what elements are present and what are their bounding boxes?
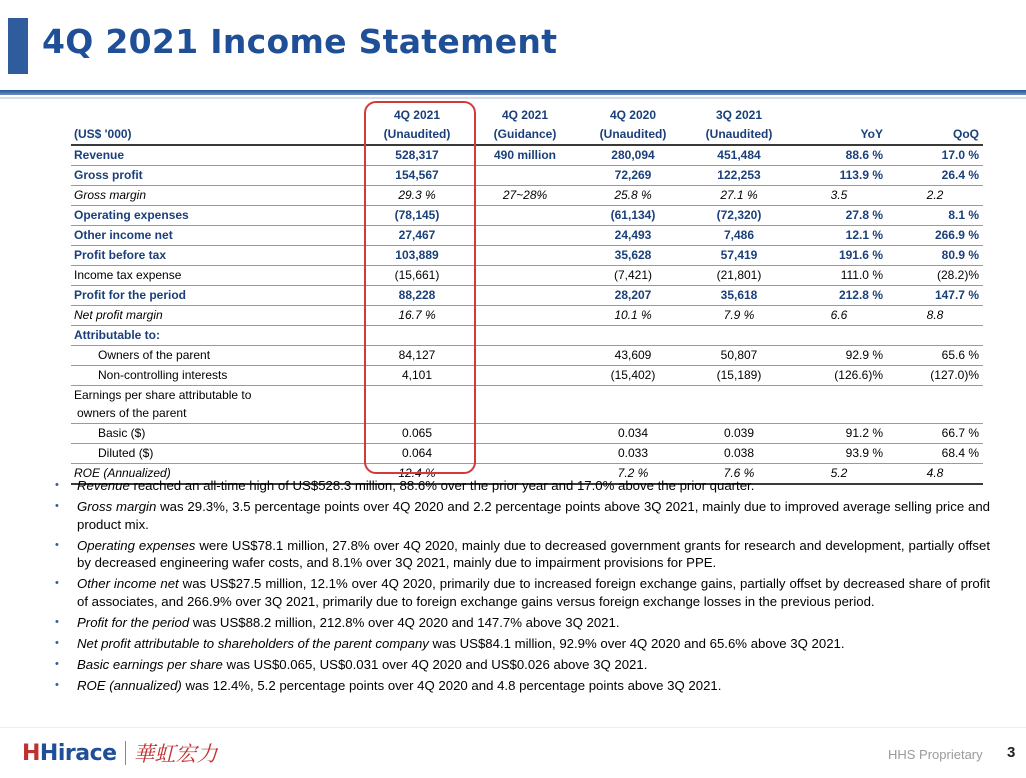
cell: 26.4 %	[887, 166, 983, 186]
cell: (15,402)	[579, 366, 687, 386]
cell	[471, 386, 579, 405]
row-label: Revenue	[71, 145, 363, 166]
cell: 7.6 %	[687, 464, 791, 485]
cell: 113.9 %	[791, 166, 887, 186]
row-label: Net profit margin	[71, 306, 363, 326]
row-profit-before-tax	[71, 246, 983, 266]
cell	[471, 246, 579, 266]
bullet-icon: •	[55, 479, 59, 491]
cell: (21,801)	[687, 266, 791, 286]
cell: 147.7 %	[887, 286, 983, 306]
column-header	[887, 106, 983, 125]
table-header-row-1	[71, 106, 983, 125]
cell: (126.6)%	[791, 366, 887, 386]
bullet-icon: •	[55, 657, 59, 670]
cell: 3.5	[791, 186, 887, 206]
list-item: • Operating expenses were US$78.1 million, 27.8% over 4Q 2020, mainly due to decreased government grants for research and development, partially offset by decreased engineering wafer costs, and 8.1% over 3Q 2021, mainly due to impairment provisions for PPE.	[55, 537, 991, 570]
cell	[887, 386, 983, 405]
cell: 80.9 %	[887, 246, 983, 266]
row-revenue	[71, 145, 983, 166]
row-label: Gross margin	[71, 186, 363, 206]
cell: 0.039	[687, 424, 791, 444]
list-item: • Gross margin was 29.3%, 3.5 percentage points over 4Q 2020 and 2.2 percentage points above 3Q 2021, mainly due to improved average selling price and product mix.	[55, 499, 990, 532]
cell: 10.1 %	[579, 306, 687, 326]
cell: 93.9 %	[791, 444, 887, 464]
table-header-row-2	[71, 125, 983, 145]
cell	[791, 404, 887, 424]
row-label: Profit before tax	[71, 246, 363, 266]
row-label: ROE (Annualized)	[71, 464, 363, 485]
cell	[471, 306, 579, 326]
income-statement-table	[71, 106, 983, 485]
title-divider-light	[0, 97, 1026, 99]
cell: 84,127	[363, 346, 471, 366]
row-label: Other income net	[71, 226, 363, 246]
list-item: • Basic earnings per share was US$0.065, US$0.031 over 4Q 2020 and US$0.026 above 3Q 2021.	[55, 656, 648, 672]
column-header: 4Q 2021	[393, 108, 441, 122]
cell	[579, 386, 687, 405]
cell: 57,419	[687, 246, 791, 266]
column-header	[791, 106, 887, 125]
row-operating-expenses	[71, 206, 983, 226]
row-eps-basic	[71, 424, 983, 444]
cell: 122,253	[687, 166, 791, 186]
highlight-4q2021-column	[364, 101, 476, 474]
column-header: (Unaudited)	[363, 125, 471, 145]
cell: (28.2)%	[887, 266, 983, 286]
cell	[471, 444, 579, 464]
row-net-profit-margin	[71, 306, 983, 326]
column-header: (Unaudited)	[579, 125, 687, 145]
cell: 43,609	[579, 346, 687, 366]
page-number: 3	[1007, 744, 1016, 761]
cell: 103,889	[363, 246, 471, 266]
cell: (72,320)	[687, 206, 791, 226]
cell: 6.6	[791, 306, 887, 326]
column-header: (Unaudited)	[687, 125, 791, 145]
row-label: Earnings per share attributable to	[74, 388, 252, 402]
page-title: 4Q 2021 Income Statement	[42, 22, 558, 61]
cell: 154,567	[363, 166, 471, 186]
cell: 91.2 %	[791, 424, 887, 444]
cell	[579, 326, 687, 346]
cell: 50,807	[687, 346, 791, 366]
cell	[471, 424, 579, 444]
row-non-controlling-interests	[71, 366, 983, 386]
list-item: • Other income net was US$27.5 million, 12.1% over 4Q 2020, primarily due to increased foreign exchange gains, partially offset by decreased share of profit of associates, and 266.9% over 3Q 2021, primarily due to foreign exchange gains versus foreign exchange losses in the previous period.	[55, 576, 990, 609]
cell: 35,628	[579, 246, 687, 266]
bullet-icon: •	[55, 500, 59, 512]
cell	[579, 404, 687, 424]
cell: 68.4 %	[887, 444, 983, 464]
list-item: • Profit for the period was US$88.2 million, 212.8% over 4Q 2020 and 147.7% above 3Q 2021.	[55, 614, 620, 630]
cell: 66.7 %	[887, 424, 983, 444]
cell: (15,189)	[687, 366, 791, 386]
row-label: Income tax expense	[71, 266, 363, 286]
cell	[791, 386, 887, 405]
cell: 7.2 %	[579, 464, 687, 485]
cell: 0.033	[579, 444, 687, 464]
row-label: Non-controlling interests	[71, 366, 363, 386]
list-item: • ROE (annualized) was 12.4%, 5.2 percentage points over 4Q 2020 and 4.8 percentage points above 3Q 2021.	[55, 677, 722, 693]
column-header: 4Q 2021	[501, 108, 549, 122]
cell: 12.4 %	[363, 464, 471, 485]
cell: 16.7 %	[363, 306, 471, 326]
cell: 5.2	[791, 464, 887, 485]
cell: 92.9 %	[791, 346, 887, 366]
row-label: Gross profit	[71, 166, 363, 186]
cell	[471, 326, 579, 346]
logo-chinese-text: 華虹宏力	[133, 742, 218, 766]
cell: (61,134)	[579, 206, 687, 226]
row-gross-margin	[71, 186, 983, 206]
cell	[887, 404, 983, 424]
cell	[471, 266, 579, 286]
cell	[687, 386, 791, 405]
cell: 17.0 %	[887, 145, 983, 166]
cell: 212.8 %	[791, 286, 887, 306]
row-income-tax-expense	[71, 266, 983, 286]
row-label: Operating expenses	[71, 206, 363, 226]
cell: 0.065	[363, 424, 471, 444]
cell: 451,484	[687, 145, 791, 166]
cell: 7,486	[687, 226, 791, 246]
cell: (78,145)	[363, 206, 471, 226]
company-logo	[22, 737, 218, 769]
cell: 0.034	[579, 424, 687, 444]
cell: 88,228	[363, 286, 471, 306]
row-attributable-to	[71, 326, 983, 346]
cell: 88.6 %	[791, 145, 887, 166]
row-eps-diluted	[71, 444, 983, 464]
row-label: Basic ($)	[71, 424, 363, 444]
cell	[887, 326, 983, 346]
row-eps-heading-1	[71, 386, 983, 405]
title-divider	[0, 90, 1026, 95]
cell: 191.6 %	[791, 246, 887, 266]
cell: 2.2	[887, 186, 983, 206]
cell: 27.1 %	[687, 186, 791, 206]
cell	[687, 326, 791, 346]
cell	[687, 404, 791, 424]
cell: 0.064	[363, 444, 471, 464]
cell: 28,207	[579, 286, 687, 306]
title-accent-bar	[8, 18, 28, 74]
bullet-icon: •	[55, 678, 59, 691]
cell	[471, 206, 579, 226]
cell: (127.0)%	[887, 366, 983, 386]
column-header: QoQ	[887, 125, 983, 145]
column-header: (Guidance)	[471, 125, 579, 145]
bullet-icon: •	[55, 615, 59, 628]
cell: 280,094	[579, 145, 687, 166]
cell: 0.038	[687, 444, 791, 464]
cell	[471, 346, 579, 366]
row-label: Profit for the period	[71, 286, 363, 306]
cell: 8.8	[887, 306, 983, 326]
cell: 27.8 %	[791, 206, 887, 226]
column-header: 3Q 2021	[715, 108, 763, 122]
row-label: Attributable to:	[71, 326, 363, 346]
cell: 29.3 %	[363, 186, 471, 206]
footer-divider	[0, 727, 1026, 728]
cell	[471, 286, 579, 306]
cell: 266.9 %	[887, 226, 983, 246]
cell: 8.1 %	[887, 206, 983, 226]
cell: (15,661)	[363, 266, 471, 286]
cell: (7,421)	[579, 266, 687, 286]
cell: 27~28%	[471, 186, 579, 206]
bullet-icon: •	[55, 636, 59, 649]
proprietary-label: HHS Proprietary	[888, 747, 983, 762]
cell	[471, 166, 579, 186]
cell: 25.8 %	[579, 186, 687, 206]
cell	[471, 404, 579, 424]
cell: 27,467	[363, 226, 471, 246]
bullet-icon: •	[55, 538, 59, 551]
cell	[791, 326, 887, 346]
row-label: owners of the parent	[71, 404, 363, 424]
row-owners-of-the-parent	[71, 346, 983, 366]
cell: 4,101	[363, 366, 471, 386]
cell: 24,493	[579, 226, 687, 246]
column-header: YoY	[791, 125, 887, 145]
cell: 72,269	[579, 166, 687, 186]
currency-label: (US$ '000)	[71, 125, 363, 145]
row-profit-for-the-period	[71, 286, 983, 306]
row-label: Owners of the parent	[71, 346, 363, 366]
cell	[471, 226, 579, 246]
list-item: • Net profit attributable to shareholders of the parent company was US$84.1 million, 92.9% over 4Q 2020 and 65.6% above 3Q 2021.	[55, 635, 845, 651]
list-item: • Revenue reached an all-time high of US$528.3 million, 88.6% over the prior year and 17.0% above the prior quarter.	[55, 478, 755, 493]
cell	[471, 366, 579, 386]
logo-separator	[125, 741, 126, 765]
cell: 12.1 %	[791, 226, 887, 246]
row-other-income-net	[71, 226, 983, 246]
cell: 65.6 %	[887, 346, 983, 366]
row-eps-heading-2	[71, 404, 983, 424]
cell: 490 million	[471, 145, 579, 166]
cell: 528,317	[363, 145, 471, 166]
cell: 4.8	[887, 464, 983, 485]
cell: 35,618	[687, 286, 791, 306]
row-gross-profit	[71, 166, 983, 186]
column-header: 4Q 2020	[609, 108, 657, 122]
commentary-list	[55, 477, 990, 698]
cell: 111.0 %	[791, 266, 887, 286]
cell: 7.9 %	[687, 306, 791, 326]
bullet-icon: •	[55, 577, 59, 589]
logo-text: HHirace	[22, 740, 117, 766]
row-label: Diluted ($)	[71, 444, 363, 464]
